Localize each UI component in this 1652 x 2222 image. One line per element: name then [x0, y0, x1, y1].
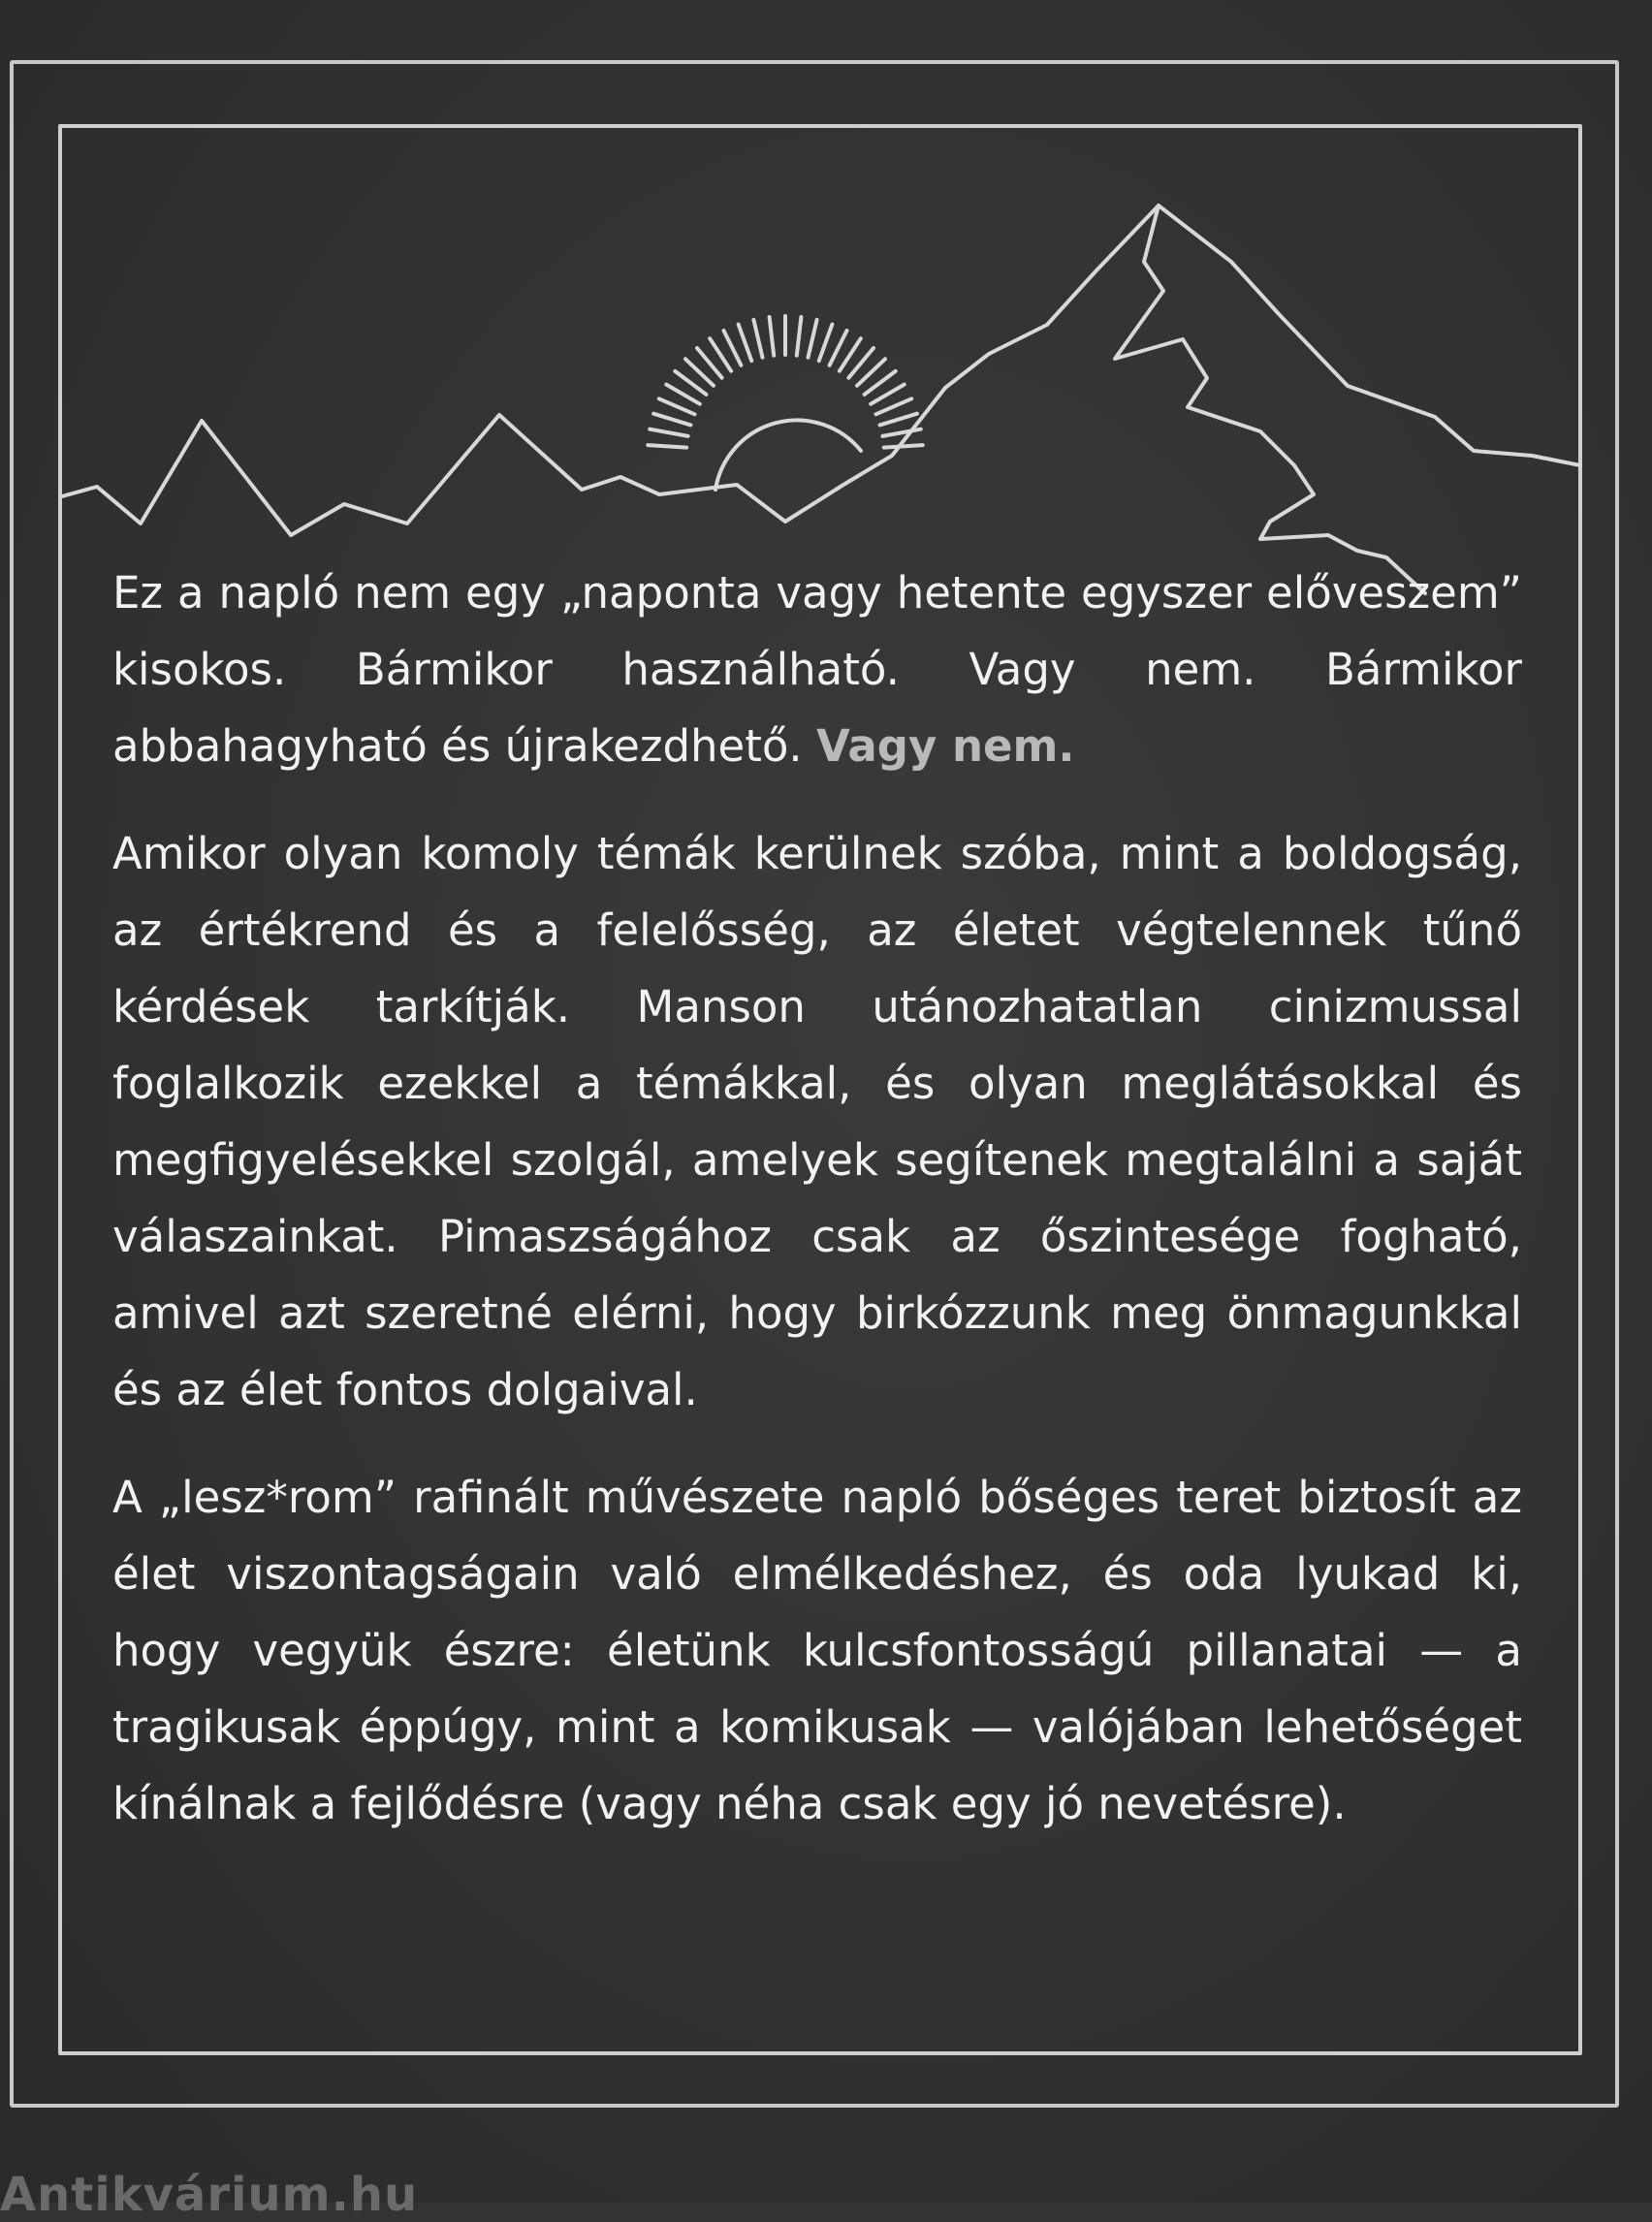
sun-ray	[830, 331, 847, 365]
sun-ray	[797, 317, 802, 356]
sun-ray	[880, 414, 917, 426]
sun-ray	[653, 414, 690, 426]
sun-ray	[770, 317, 775, 356]
cover-text	[112, 555, 1522, 1873]
paragraph-1-text: Ez a napló nem egy „naponta vagy hetente egyszer előveszem” kisokos. Bármikor használható. Vagy nem. Bármikor abbahagyható és újrakezdhető.	[112, 567, 1522, 772]
mountain-sun-illustration	[0, 0, 1652, 620]
sun-ray	[882, 429, 920, 436]
sun-ray	[650, 429, 687, 436]
mountain-range-icon	[62, 206, 1580, 535]
sun-ray	[753, 320, 762, 358]
paragraph-1-emphasis: Vagy nem.	[816, 720, 1075, 772]
sun-ray	[724, 331, 742, 365]
sun-ray	[809, 320, 817, 358]
sun-ray	[819, 325, 833, 362]
sun-ray	[876, 398, 912, 414]
sun-ray	[659, 398, 695, 414]
paragraph-3: A „lesz*rom” rafinált művészete napló bőséges teret biztosít az élet viszontagságain való elmélkedéshez, és oda lyukad ki, hogy vegyük észre: életünk kulcsfontosságú pillanatai — a tragikusak éppúgy, mint a komikusak — valójában lehetőséget kínálnak a fejlődésre (vagy néha csak egy jó nevetésre).	[112, 1472, 1522, 1829]
paragraph-2: Amikor olyan komoly témák kerülnek szóba, mint a boldogság, az értékrend és a felelősség, az életet végtelennek tűnő kérdések tarkítják. Manson utánozhatatlan cinizmussal foglalkozik ezekkel a témákkal, és olyan meglátásokkal és megfigyelésekkel szolgál, amelyek segítenek megtalálni a saját válaszainkat. Pimaszságához csak az őszintesége fogható, amivel azt szeretné elérni, hogy birkózzunk meg önmagunkkal és az élet fontos dolgaival.	[112, 828, 1522, 1415]
sun-ray	[739, 325, 752, 362]
sun-ray	[648, 445, 686, 448]
paragraph-1	[112, 555, 1522, 784]
sun-ray	[884, 445, 923, 448]
watermark: Antikvárium.hu	[0, 2168, 419, 2222]
mountain-ridge-detail	[1115, 206, 1425, 593]
